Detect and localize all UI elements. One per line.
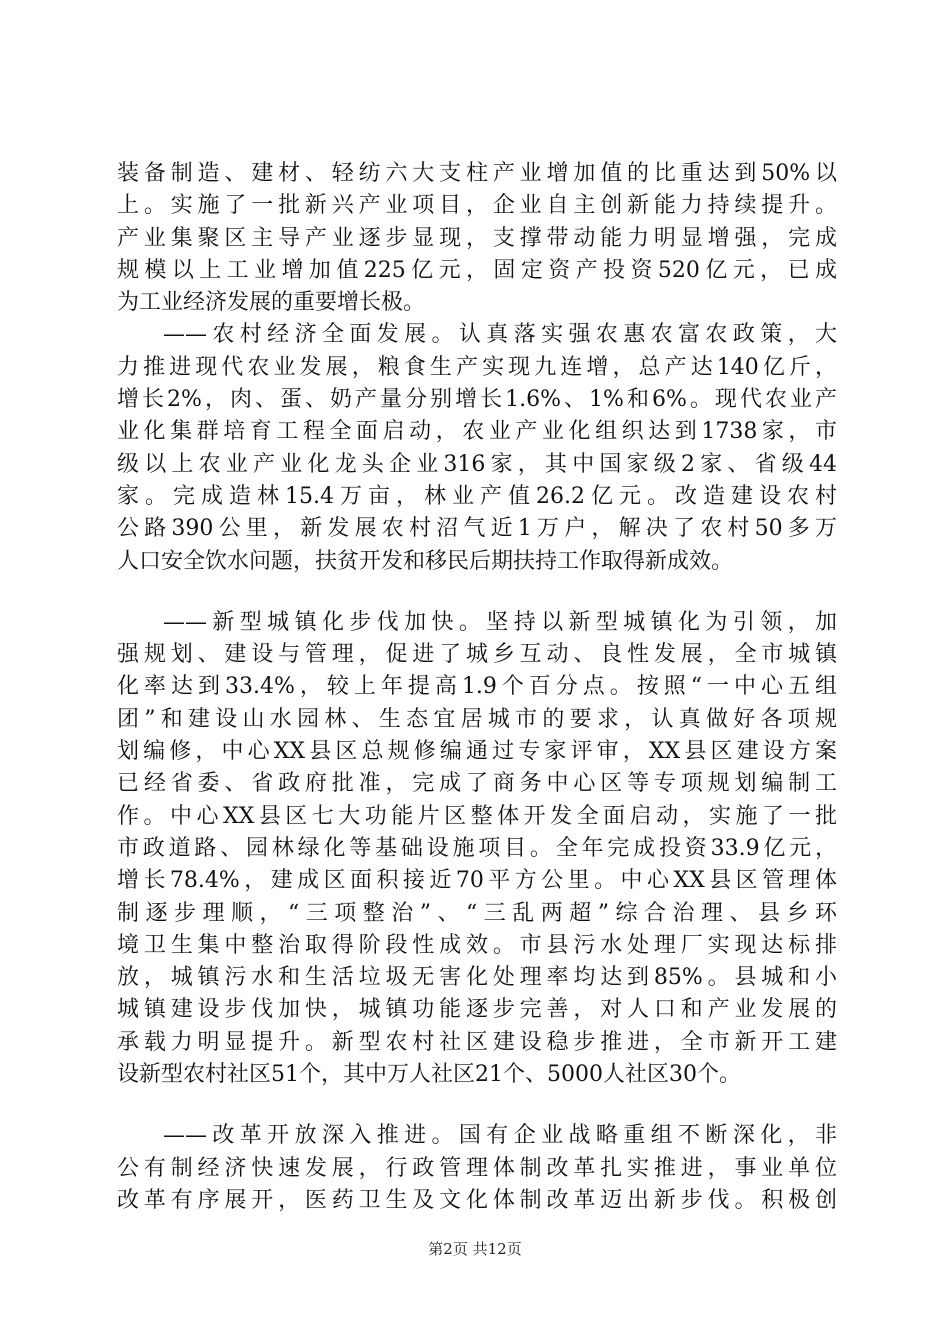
text-line: ——农村经济全面发展。认真落实强农惠农富农政策，大 [163, 322, 837, 348]
text-line: 强规划、建设与管理，促进了城乡互动、良性发展，全市城镇 [117, 642, 837, 668]
text-line: ——新型城镇化步伐加快。坚持以新型城镇化为引领，加 [163, 609, 837, 635]
text-line: 规模以上工业增加值225亿元，固定资产投资520亿元，已成 [117, 257, 837, 283]
page-number-footer: 第2页 共12页 [428, 1240, 522, 1258]
text-line: 设新型农村社区51个，其中万人社区21个、5000人社区30个。 [117, 1062, 741, 1088]
text-line: 制逐步理顺，“三项整治”、“三乱两超”综合治理、县乡环 [117, 900, 837, 926]
text-line: 城镇建设步伐加快，城镇功能逐步完善，对人口和产业发展的 [117, 997, 837, 1023]
text-line: 改革有序展开，医药卫生及文化体制改革迈出新步伐。积极创 [117, 1187, 837, 1213]
paragraph-industry [117, 158, 837, 319]
paragraph-gap [117, 1091, 837, 1120]
text-line: 家。完成造林15.4万亩，林业产值26.2亿元。改造建设农村 [117, 483, 837, 509]
text-line: 已经省委、省政府批准，完成了商务中心区等专项规划编制工 [117, 771, 837, 797]
text-line: 公路390公里，新发展农村沼气近1万户，解决了农村50多万 [117, 516, 837, 542]
text-line: 人口安全饮水问题，扶贫开发和移民后期扶持工作取得新成效。 [117, 548, 734, 574]
text-line: 产业集聚区主导产业逐步显现，支撑带动能力明显增强，完成 [117, 225, 837, 251]
text-line: 团”和建设山水园林、生态宜居城市的要求，认真做好各项规 [117, 706, 837, 732]
text-line: 境卫生集中整治取得阶段性成效。市县污水处理厂实现达标排 [117, 932, 837, 958]
text-line: 上。实施了一批新兴产业项目，企业自主创新能力持续提升。 [117, 193, 837, 219]
text-line: 级以上农业产业化龙头企业316家，其中国家级2家、省级44 [117, 451, 837, 477]
paragraph-gap [117, 578, 837, 607]
text-line: 放，城镇污水和生活垃圾无害化处理率均达到85%。县城和小 [117, 965, 837, 991]
text-line: 增长2%，肉、蛋、奶产量分别增长1.6%、1%和6%。现代农业产 [117, 387, 837, 413]
text-line: 公有制经济快速发展，行政管理体制改革扎实推进，事业单位 [117, 1155, 837, 1181]
paragraph-reform [117, 1120, 837, 1217]
text-line: 增长78.4%，建成区面积接近70平方公里。中心XX县区管理体 [117, 868, 837, 894]
text-line: 化率达到33.4%，较上年提高1.9个百分点。按照“一中心五组 [117, 674, 837, 700]
text-line: 承载力明显提升。新型农村社区建设稳步推进，全市新开工建 [117, 1029, 837, 1055]
document-body [117, 158, 837, 1217]
text-line: 力推进现代农业发展，粮食生产实现九连增，总产达140亿斤， [117, 354, 837, 380]
text-line: ——改革开放深入推进。国有企业战略重组不断深化，非 [163, 1123, 837, 1149]
text-line: 作。中心XX县区七大功能片区整体开发全面启动，实施了一批 [117, 803, 837, 829]
text-line: 装备制造、建材、轻纺六大支柱产业增加值的比重达到50%以 [117, 161, 837, 186]
text-line: 市政道路、园林绿化等基础设施项目。全年完成投资33.9亿元， [117, 835, 837, 861]
text-line: 为工业经济发展的重要增长极。 [117, 290, 426, 316]
paragraph-urbanization [117, 607, 837, 1091]
paragraph-rural-economy [117, 319, 837, 577]
text-line: 划编修，中心XX县区总规修编通过专家评审，XX县区建设方案 [117, 739, 837, 765]
text-line: 业化集群培育工程全面启动，农业产业化组织达到1738家，市 [117, 419, 837, 445]
